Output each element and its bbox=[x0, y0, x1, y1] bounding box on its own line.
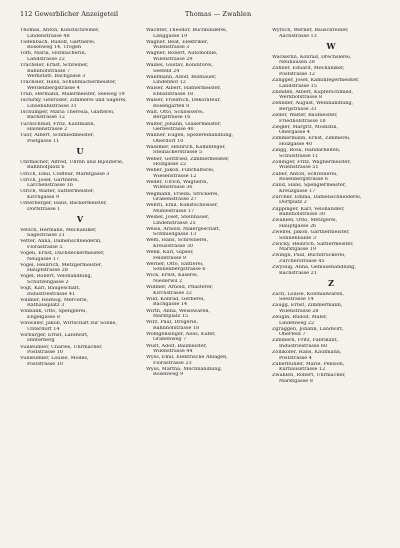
entry-address: Kurhausstrasse 12 bbox=[279, 367, 326, 373]
directory-entry bbox=[20, 333, 140, 344]
entry-name: Zangger, Josef, Kaminfegermeister, bbox=[272, 78, 360, 84]
directory-entry bbox=[272, 55, 390, 66]
entry-name: Tuor, Albert, Schmiedmeister, bbox=[20, 133, 95, 139]
entry-address: Poststrasse 10 bbox=[27, 361, 63, 367]
entry-address: Marktgasse 8 bbox=[279, 379, 313, 385]
entry-name: Wanner, Eugen, Spezereihandlung, bbox=[146, 133, 234, 139]
entry-name: Zingg, Rosa, Handarbeiten, bbox=[272, 148, 341, 154]
entry-address: Marktplatz 15 bbox=[153, 314, 189, 320]
directory-entry bbox=[20, 356, 140, 367]
entry-address: Kreuzgasse 17 bbox=[279, 188, 316, 194]
entry-address: Lindenweg 22 bbox=[279, 320, 315, 326]
entry-address: Holzgasse 22 bbox=[153, 162, 187, 168]
entry-address: Hinterberg bbox=[27, 338, 55, 344]
directory-entry bbox=[272, 66, 390, 77]
directory-column-2 bbox=[146, 28, 268, 379]
entry-address: Rathausplatz 3 bbox=[27, 303, 65, 309]
directory-entry bbox=[146, 63, 268, 74]
directory-entry bbox=[272, 362, 390, 373]
entry-address: Poststrasse 10 bbox=[27, 350, 63, 356]
page-number-and-section bbox=[20, 10, 118, 18]
entry-name: Ziegler, Margrit, Modistin, bbox=[272, 124, 339, 130]
directory-entry bbox=[20, 274, 140, 285]
entry-address: Sägestrasse 21 bbox=[27, 233, 65, 239]
directory-entry bbox=[20, 63, 140, 80]
entry-address: Wilenstrasse 28 bbox=[279, 308, 319, 314]
directory-entry bbox=[272, 148, 390, 159]
directory-entry bbox=[20, 133, 140, 144]
entry-name: Zimmermann, Ernst, Zimmerei, bbox=[272, 136, 351, 142]
entry-address: Rosengarten 8 bbox=[153, 103, 190, 109]
page-header bbox=[20, 10, 380, 22]
directory-entry bbox=[146, 133, 268, 144]
entry-address: Wilenstrasse 44 bbox=[153, 349, 193, 355]
entry-name: Vonbank, Otto, Spenglerei, bbox=[20, 309, 87, 315]
page-number: 112 bbox=[20, 10, 33, 18]
entry-name: Zollinger, Fritz, Wagnermeister, bbox=[272, 159, 351, 165]
entry-address: Holzgasse 40 bbox=[279, 142, 313, 147]
directory-entry bbox=[146, 180, 268, 191]
entry-name: Wild, Konrad, Gerberei, bbox=[146, 296, 205, 302]
entry-address: Obergasse 4 bbox=[279, 130, 310, 136]
directory-entry bbox=[272, 230, 390, 241]
entry-address: Rosenweg 9 bbox=[153, 372, 184, 378]
entry-address: Oberdorf 10 bbox=[153, 138, 184, 144]
entry-name: Zuppinger, Karl, Velohändler, bbox=[272, 206, 345, 212]
entry-name: Vollmer, Hedwig, Mercerie, bbox=[20, 297, 89, 303]
entry-address: Steinackerstrasse 5 bbox=[153, 150, 203, 156]
directory-entry bbox=[272, 265, 390, 276]
entry-name: Thomas, Anton, Kunstschreiner, bbox=[20, 28, 100, 33]
entry-address: Aachstrasse 13 bbox=[279, 33, 317, 39]
entry-address: Rosenbergstrasse 6 bbox=[279, 177, 328, 183]
entry-name: Zürcher, Emma, Damenschneiderei, bbox=[272, 194, 362, 200]
directory-column-1 bbox=[20, 28, 140, 368]
entry-address: Werdenbergstrasse 4 bbox=[27, 85, 80, 91]
directory-entry bbox=[146, 122, 268, 133]
directory-entry bbox=[272, 183, 390, 194]
entry-name: Zeller, Walter, Baumeister, bbox=[272, 113, 338, 119]
directory-entry bbox=[146, 98, 268, 109]
entry-address: Hauptstrasse 28 bbox=[27, 268, 68, 274]
entry-name: Weder, Ulrich, Wagnerei, bbox=[146, 179, 209, 185]
entry-name: Tuchschmid, Fritz, Kaufmann, bbox=[20, 121, 96, 127]
entry-address: Grabenstrasse 27 bbox=[153, 197, 197, 203]
directory-entry bbox=[272, 253, 390, 264]
directory-entry bbox=[146, 250, 268, 261]
directory-entry bbox=[20, 92, 140, 98]
entry-name: Werner, Otto, Sattlerei, bbox=[146, 261, 204, 267]
entry-name: Wagner, Robert, Automobile, bbox=[146, 51, 218, 57]
directory-entry bbox=[20, 80, 140, 91]
entry-name: Uhrmacher, Alfred, Uhren und Bijouterie, bbox=[20, 159, 124, 165]
entry-name: Wenk, Karl, Gipser, bbox=[146, 250, 194, 256]
entry-address: Haldenstrasse 2 bbox=[27, 127, 68, 133]
entry-name: Trachsler, Hans, Schuhmachermeister, bbox=[20, 80, 117, 86]
directory-entry bbox=[20, 345, 140, 356]
entry-name: Vögeli, Ernst, Dachdeckermeister, bbox=[20, 251, 105, 257]
directory-entry bbox=[146, 367, 268, 378]
directory-entry bbox=[272, 350, 390, 361]
entry-name: Zwicky, Heinrich, Sattlermeister, bbox=[272, 241, 354, 247]
entry-address: Unterdorf 14 bbox=[27, 326, 60, 332]
directory-entry bbox=[20, 172, 140, 178]
directory-entry bbox=[20, 178, 140, 189]
entry-address: Bahnhofstrasse 7 bbox=[27, 68, 71, 74]
entry-address: Rosenweg 14, Trogen bbox=[27, 45, 81, 51]
entry-address: Wilenstrasse 3 bbox=[153, 45, 190, 51]
entry-address: Engelgasse 8 bbox=[27, 315, 60, 321]
entry-address: Postgasse 11 bbox=[27, 138, 60, 144]
section-letter: Z bbox=[328, 278, 334, 289]
directory-entry bbox=[20, 321, 140, 332]
directory-entry bbox=[146, 332, 268, 343]
entry-address: Landstrasse 22 bbox=[27, 56, 65, 62]
directory-entry bbox=[146, 192, 268, 203]
directory-entry bbox=[272, 160, 390, 171]
entry-name: Zäch, Louise, Kolonialwaren, bbox=[272, 291, 344, 297]
section-letter: V bbox=[76, 214, 84, 225]
entry-address: Langgasse 19 bbox=[153, 33, 188, 39]
entry-address: Dorfplatz 2 bbox=[279, 200, 307, 206]
entry-name: Weiss, Arnold, Malergeschäft, bbox=[146, 226, 221, 232]
entry-address: Schulstrasse 11 bbox=[279, 153, 319, 159]
entry-address: Industriestrasse 60 bbox=[279, 343, 328, 349]
entry-name: Vogel, Heinrich, Metzgermeister, bbox=[20, 262, 103, 268]
directory-entry bbox=[272, 195, 390, 206]
entry-address: Schützengasse 2 bbox=[27, 279, 69, 285]
entry-name: Zwahlen, Robert, Uhrmacher, bbox=[272, 373, 346, 379]
entry-name: Zuber, Anton, Schreinerei, bbox=[272, 171, 338, 177]
directory-entry bbox=[272, 90, 390, 101]
entry-address: Bachstrasse 12 bbox=[27, 115, 65, 121]
entry-name: Wagner, Beat, Elektriker, bbox=[146, 39, 209, 45]
entry-address: Lärchenstrasse 16 bbox=[27, 183, 73, 189]
entry-name: Zünd, Hans, Spenglermeister, bbox=[272, 183, 347, 189]
entry-address: Lindenstrasse 48 bbox=[27, 33, 70, 39]
entry-address: Lindenstrasse 25 bbox=[153, 220, 196, 226]
entry-address: Neugasse 17 bbox=[27, 256, 60, 262]
directory-entry bbox=[20, 309, 140, 320]
entry-name: Tschirky, Gebrüder, Zimmerei und Sägerei, bbox=[20, 98, 127, 104]
entry-name: Wyss, Emil, Elektrische Anlagen, bbox=[146, 355, 228, 361]
entry-address: Bahnhofplatz 6 bbox=[27, 165, 65, 171]
entry-address: Wilenstrasse 36 bbox=[153, 185, 193, 191]
entry-name: Vuilleumier, Louise, Modes, bbox=[20, 356, 89, 362]
entry-address: Mühlestrasse 17 bbox=[153, 208, 195, 214]
entry-name: Wehrli, Emil, Kunstschlosser, bbox=[146, 203, 219, 209]
entry-address: Seestrasse 14 bbox=[279, 297, 314, 303]
entry-name: Zimmerli, Fritz, Fabrikant, bbox=[272, 338, 339, 344]
directory-entry bbox=[20, 122, 140, 133]
directory-entry bbox=[146, 320, 268, 331]
directory-entry bbox=[272, 101, 390, 112]
directory-entry bbox=[272, 292, 390, 303]
directory-entry bbox=[146, 227, 268, 238]
directory-entry bbox=[146, 273, 268, 284]
directory-entry bbox=[272, 327, 390, 338]
entry-name: Trachsler, Ernst, Schreiner, bbox=[20, 63, 89, 69]
entry-name: Widmer, Arnold, Pflästerer, bbox=[146, 285, 214, 291]
entry-address: Kirchstrasse 32 bbox=[153, 290, 192, 296]
entry-name: Wirth, Anna, Weisswaren, bbox=[146, 308, 211, 314]
entry-name: Waibel, Gustav, Konditorei, bbox=[146, 63, 214, 69]
entry-name: Zollikofer, Hans, Kaufmann, bbox=[272, 350, 342, 356]
entry-name: Vogel, Robert, Velohandlung, bbox=[20, 274, 93, 280]
directory-entry bbox=[146, 86, 268, 97]
entry-address: Feldstrasse 9 bbox=[153, 255, 187, 261]
directory-entry bbox=[272, 28, 390, 39]
directory-entry bbox=[20, 51, 140, 62]
directory-entry bbox=[146, 145, 268, 156]
entry-name: Toffi, Maria, Hutmacherin, bbox=[20, 51, 87, 57]
section-letter: U bbox=[76, 146, 84, 157]
entry-address: Bergstrasse 33 bbox=[279, 106, 317, 112]
directory-entry bbox=[146, 262, 268, 273]
directory-entry bbox=[20, 28, 140, 39]
entry-name: Vorburger, Ernst, Landwirt, bbox=[20, 332, 89, 338]
directory-entry bbox=[20, 201, 140, 212]
entry-address: Wiesenstrasse 12 bbox=[153, 173, 197, 179]
directory-entry bbox=[20, 98, 140, 109]
entry-name: Zehnder, August, Weinhandlung, bbox=[272, 101, 354, 107]
directory-entry bbox=[272, 113, 390, 124]
directory-entry bbox=[20, 110, 140, 121]
entry-name: Weber, Gottfried, Zimmermeister, bbox=[146, 156, 230, 162]
entry-address: Kirchgasse 9 bbox=[27, 194, 60, 200]
entry-address: Poststrasse 12 bbox=[279, 71, 315, 77]
entry-address: Neuhausen 28 bbox=[279, 60, 315, 66]
entry-name: Walt, Otto, Schlosserei, bbox=[146, 109, 205, 115]
entry-name: Trüb, Hermann, Malermeister, Seeweg 19 bbox=[20, 91, 125, 97]
entry-address: Hauptgasse 26 bbox=[279, 223, 317, 229]
entry-address: Bachgasse 14 bbox=[153, 302, 188, 308]
entry-address: Ebnatstrasse 18 bbox=[153, 91, 194, 97]
directory-entry bbox=[272, 78, 390, 89]
entry-address: Wilenstrasse 51 bbox=[279, 165, 319, 171]
directory-entry bbox=[146, 238, 268, 249]
entry-address: Linsebühlstrasse 31 bbox=[27, 103, 77, 109]
entry-name: Zbinden, Albert, Kupferschmied, bbox=[272, 89, 354, 95]
directory-entry bbox=[20, 228, 140, 239]
entry-name: Zaugg, Ernst, Zimmermann, bbox=[272, 303, 343, 309]
entry-name: Tiefenbach, Rudolf, Gärtnerei, bbox=[20, 39, 96, 45]
directory-entry bbox=[146, 168, 268, 179]
entry-name: Wüst, Adolf, Baumeister, bbox=[146, 343, 207, 349]
directory-entry bbox=[146, 285, 268, 296]
entry-address: Gerbestrasse 40 bbox=[153, 127, 194, 133]
directory-entry bbox=[146, 75, 268, 86]
entry-name: Unterberger, Hans, Bäckermeister, bbox=[20, 201, 107, 207]
entry-name: Wassmer, Heinrich, Kaminfeger, bbox=[146, 144, 226, 150]
directory-entry bbox=[146, 40, 268, 51]
entry-address: Bahnhofstrasse 30 bbox=[279, 212, 326, 218]
entry-address: Grabenweg 7 bbox=[153, 337, 187, 343]
entry-name: Tschumper, Maria Theresia, Glätterei, bbox=[20, 109, 115, 115]
entry-address: Friedhofstrasse 18 bbox=[279, 118, 326, 124]
directory-entry bbox=[146, 203, 268, 214]
entry-name: Zwingli, Paul, Buchdruckerei, bbox=[272, 253, 346, 259]
entry-name: Wohlgensinger, Alois, Küfer, bbox=[146, 331, 216, 337]
directory-entry bbox=[272, 315, 390, 326]
entry-address: Werkhofstrasse 8 bbox=[279, 95, 323, 101]
entry-address: Florastrasse 23 bbox=[153, 360, 192, 366]
entry-extra: Werkstatt: Bachgasse 3 bbox=[27, 74, 86, 80]
directory-entry bbox=[272, 172, 390, 183]
directory-entry bbox=[146, 297, 268, 308]
entry-name: Walter, Johann, Glasermeister, bbox=[146, 121, 222, 127]
section-letter: W bbox=[326, 41, 336, 52]
directory-entry bbox=[146, 309, 268, 320]
entry-address: Kreuzstrasse 30 bbox=[153, 243, 194, 249]
directory-entry bbox=[20, 239, 140, 250]
directory-entry bbox=[272, 303, 390, 314]
directory-entry bbox=[20, 160, 140, 171]
entry-address: Bergstrasse 16 bbox=[153, 115, 191, 121]
entry-address: Marktgasse 19 bbox=[279, 247, 316, 253]
entry-name: Wyss, Martha, Milchhandlung, bbox=[146, 366, 223, 372]
entry-name: Wegmann, Frieda, Strickerei, bbox=[146, 191, 220, 197]
entry-name: Waldmann, Adolf, Bildhauer, bbox=[146, 74, 217, 80]
entry-name: Walser, Albert, Hafnermeister, bbox=[146, 86, 222, 92]
entry-name: Vetter, Anna, Damenschneiderin, bbox=[20, 239, 102, 245]
entry-name: Walser, Friedrich, Dekorateur, bbox=[146, 98, 221, 104]
directory-entry bbox=[272, 207, 390, 218]
directory-entry bbox=[272, 338, 390, 349]
entry-name: Ulrich, Walter, Sattlermeister, bbox=[20, 189, 95, 195]
entry-address: Schmiedgasse 13 bbox=[153, 232, 197, 238]
entry-name: Zwyssig, Anna, Gemüsehandlung, bbox=[272, 265, 356, 271]
entry-name: Wäckerlin, Konrad, Drechslerei, bbox=[272, 54, 352, 60]
entry-address: Seefeld 24 bbox=[153, 68, 180, 74]
entry-address: Lindenhof 12 bbox=[153, 80, 186, 86]
entry-name: Zeugin, Rudolf, Maler, bbox=[272, 315, 328, 321]
entry-name: Zgraggen, Johann, Landwirt, bbox=[272, 326, 344, 332]
entry-name: Zweifel, Jakob, Gärtnermeister, bbox=[272, 229, 350, 235]
entry-name: Weber, Jakob, Fuhrhalterei, bbox=[146, 168, 215, 174]
entry-name: Vonwiller, Jakob, Wirtschaft zur Sonne, bbox=[20, 321, 117, 327]
entry-name: Zuberbühler, Marie, Pension, bbox=[272, 361, 345, 367]
directory-entry bbox=[146, 344, 268, 355]
directory-entry bbox=[272, 136, 390, 147]
directory-entry bbox=[20, 40, 140, 51]
directory-entry bbox=[20, 263, 140, 274]
entry-address: Wilenstrasse 29 bbox=[153, 56, 193, 62]
directory-entry bbox=[20, 286, 140, 297]
directory-entry bbox=[272, 125, 390, 136]
entry-name: Welti, Hans, Schreinerei, bbox=[146, 238, 209, 244]
directory-entry bbox=[146, 28, 268, 39]
entry-address: Sonnenhalde 3 bbox=[279, 235, 316, 241]
entry-address: Industriestrasse 41 bbox=[27, 291, 76, 297]
entry-address: Poststrasse 4 bbox=[279, 355, 312, 361]
directory-entry bbox=[146, 215, 268, 226]
directory-entry bbox=[146, 157, 268, 168]
entry-name: Zwahlen, Otto, Metzgerei, bbox=[272, 218, 338, 224]
running-title: Thomas — Zwahlen bbox=[185, 10, 252, 18]
entry-address: Bahnhofstrasse 18 bbox=[153, 325, 200, 331]
entry-name: Wachter, Theodor, Buchbinderei, bbox=[146, 28, 228, 33]
entry-name: Zahner, Eduard, Mechaniker, bbox=[272, 66, 345, 72]
directory-entry bbox=[146, 355, 268, 366]
entry-name: Wick, Ernst, Käserei, bbox=[146, 273, 199, 279]
entry-address: Bachstrasse 21 bbox=[279, 270, 317, 276]
directory-entry bbox=[272, 218, 390, 229]
entry-address: Sonnenbergstrasse 6 bbox=[153, 267, 206, 273]
directory-entry bbox=[20, 189, 140, 200]
entry-address: Oberfeld 7 bbox=[279, 332, 306, 338]
entry-address: Florastrasse 5 bbox=[27, 244, 63, 250]
directory-entry bbox=[146, 110, 268, 121]
directory-entry bbox=[20, 298, 140, 309]
directory-column-3 bbox=[272, 28, 390, 385]
entry-name: Vogt, Karl, Baugeschäft, bbox=[20, 286, 81, 292]
directory-entry bbox=[272, 373, 390, 384]
entry-address: Dorfstrasse 1 bbox=[27, 206, 61, 212]
entry-address: Landstrasse 15 bbox=[279, 83, 317, 89]
entry-name: Vuilleumier, Charles, Uhrmacher, bbox=[20, 344, 103, 350]
entry-address: Zürcherstrasse 45 bbox=[279, 258, 325, 264]
entry-name: Vetsch, Hermann, Mechaniker, bbox=[20, 227, 97, 233]
entry-name: Ulrich, Emil, Coiffeur, Marktgasse 3 bbox=[20, 171, 110, 177]
section-title: Gewerblicher Anzeigeteil bbox=[34, 10, 119, 18]
entry-name: Wyrsch, Werner, Bauschreiner, bbox=[272, 28, 349, 33]
directory-entry bbox=[272, 242, 390, 253]
directory-entry bbox=[146, 51, 268, 62]
entry-name: Weibel, Josef, Steinhauer, bbox=[146, 215, 210, 220]
entry-name: Wirz, Paul, Drogerie, bbox=[146, 320, 198, 326]
directory-entry bbox=[20, 251, 140, 262]
entry-name: Ulrich, Josef, Gärtnerei, bbox=[20, 177, 80, 183]
entry-address: Niederwil 2 bbox=[153, 278, 183, 284]
